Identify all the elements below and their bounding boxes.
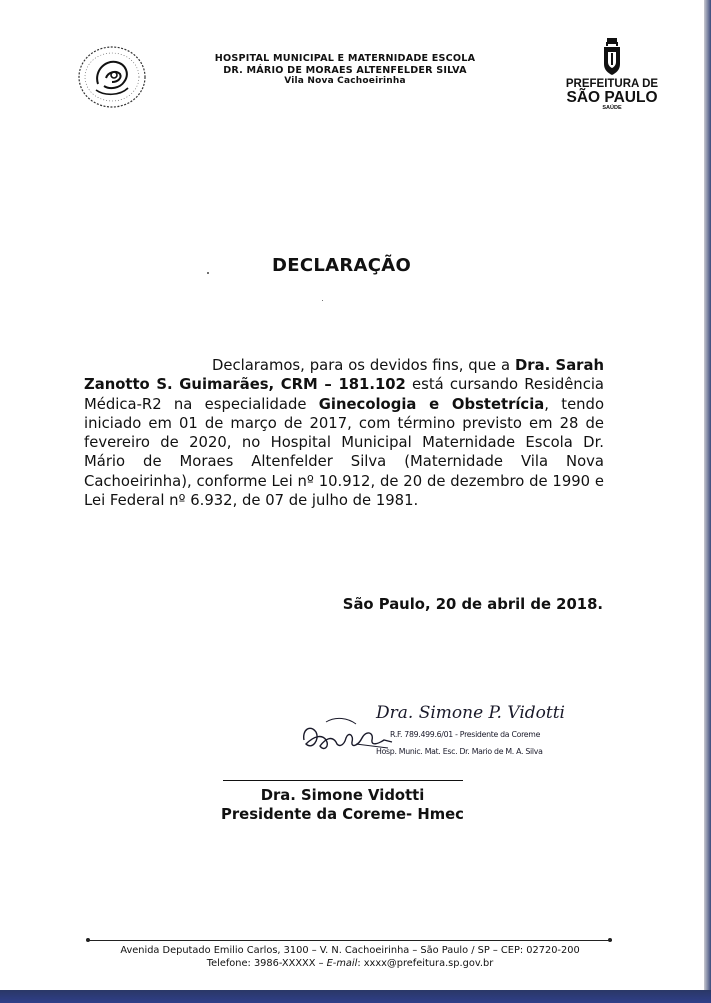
stamp-name: Dra. Simone P. Vidotti [376,703,565,723]
footer-contact [80,958,620,971]
footer-address: Avenida Deputado Emilio Carlos, 3100 – V. N. Cachoeirinha – São Paulo / SP – CEP: 02720-200 [120,945,580,956]
hospital-header [180,53,510,88]
body-bold-name: Dra. Sarah Zanotto S. Guimarães, CRM – 181.102 [84,357,604,394]
footer-rule-dot [608,938,612,942]
header-line-3: Vila Nova Cachoeirinha [284,76,406,86]
declaration-body [84,356,604,510]
signature-stamp [296,700,565,775]
stamp-registration: R.F. 789.499.6/01 - Presidente da Coreme [390,730,541,739]
footer-email-label: E-mail [326,957,358,969]
signatory-name: Dra. Simone Vidotti [260,787,425,804]
city-coat-of-arms-icon [601,38,623,76]
mother-child-seal-icon [76,44,148,110]
footer-phone: Telefone: 3986-XXXXX – [206,957,327,969]
footer-rule [88,940,612,941]
prefeitura-logo [557,38,667,112]
signatory-role: Presidente da Coreme- Hmec [221,806,464,823]
header-line-1: HOSPITAL MUNICIPAL E MATERNIDADE ESCOLA [214,53,476,64]
signature-line [223,780,463,781]
scan-speck [207,272,209,274]
header-line-2: DR. MÁRIO DE MORAES ALTENFELDER SILVA [223,64,467,76]
body-text-2: está cursando Residência Médica-R2 na especialidade [84,376,605,413]
document-date: São Paulo, 20 de abril de 2018. [342,596,603,613]
prefeitura-line-2: SÃO PAULO [566,89,658,106]
body-bold-specialty: Ginecologia e Obstetrícia [318,395,545,413]
document-title: DECLARAÇÃO [272,255,412,276]
scan-border-bottom [0,990,711,1003]
prefeitura-line-3: SAÚDE [602,105,622,111]
signatory-block [200,786,485,824]
footer [80,945,620,970]
stamp-institution: Hosp. Munic. Mat. Esc. Dr. Mario de M. A. Silva [376,747,543,756]
body-text-1: Declaramos, para os devidos fins, que a [212,357,516,374]
scan-speck [322,300,323,301]
body-text-3: , tendo iniciado em 01 de março de 2017, com término previsto em 28 de fevereiro de 2020, no Hospital Municipal Maternidade Escola Dr. Mário de Moraes Altenfelder Silva (Maternidade Vila Nova Cachoeirinha), conforme Lei nº 10.912, de 20 de dezembro de 1990 e Lei Federal nº 6.932, de 07 de julho de 1981. [84,395,604,510]
scan-border-right [704,0,711,990]
footer-email: : xxxx@prefeitura.sp.gov.br [357,957,494,969]
prefeitura-line-1: PREFEITURA DE [565,78,659,90]
